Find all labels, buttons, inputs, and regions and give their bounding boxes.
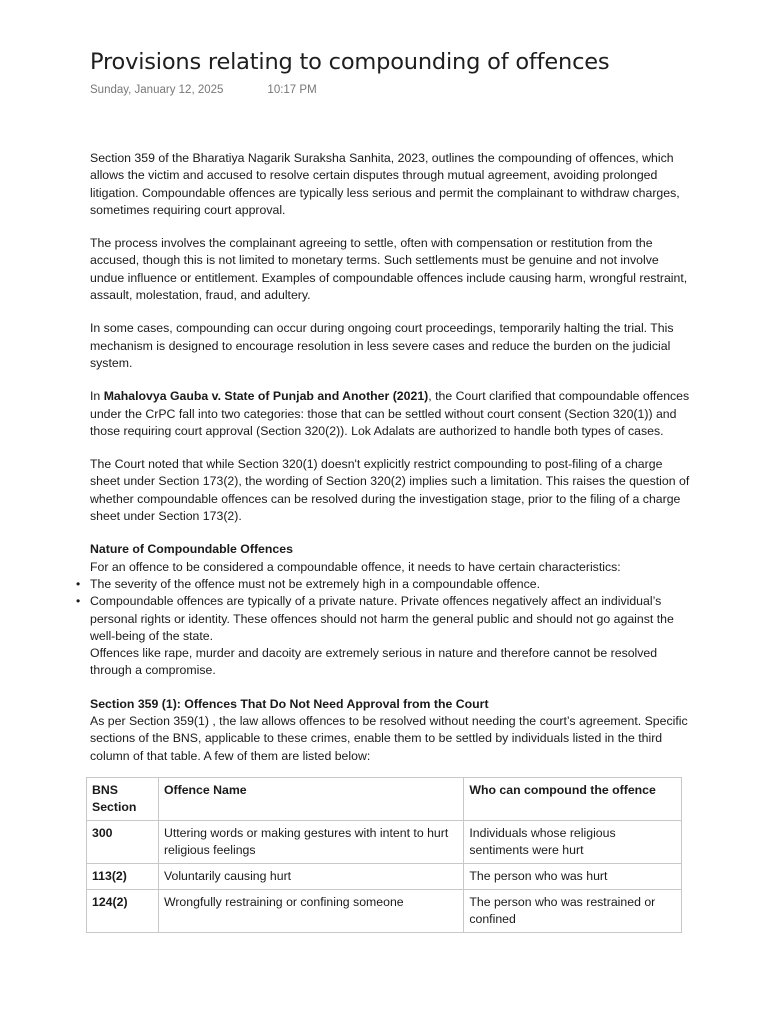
page-meta [90,82,690,98]
paragraph-court-noted: The Court noted that while Section 320(1) doesn't explicitly restrict compounding to post-filing of a charge sheet under Section 173(2), the wording of Section 320(2) implies such a limitation. This raises the question of whether compoundable offences can be resolved during the investigation stage, prior to the filing of a charge sheet under Section 173(2). [90,457,690,524]
list-item: • Compoundable offences are typically of a private nature. Private offences negatively affect an individual’s personal rights or identity. These offences should not harm the general public and should not go against the well-being of the state. [90,593,690,645]
page-title: Provisions relating to compounding of offences [90,49,610,75]
page-date: Sunday, January 12, 2025 [90,84,224,96]
table-header-row [87,777,682,820]
cell-who: Individuals whose religious sentiments were hurt [464,820,682,863]
section-359-text: As per Section 359(1) , the law allows offences to be resolved without needing the court’s agreement. Specific sections of the BNS, applicable to these crimes, enable them to be settled by individuals listed in the third column of that table. A few of them are listed below: [90,714,688,763]
table-row [87,863,682,889]
cell-offence: Wrongfully restraining or confining someone [158,889,463,932]
header-who-can-compound: Who can compound the offence [464,777,682,820]
list-item: • The severity of the offence must not be extremely high in a compoundable offence. [90,576,690,593]
header-bns-section: BNS Section [87,777,159,820]
nature-heading: Nature of Compoundable Offences [90,542,293,557]
page-body [90,150,690,933]
paragraph-intro: Section 359 of the Bharatiya Nagarik Suraksha Sanhita, 2023, outlines the compounding of offences, which allows the victim and accused to resolve certain disputes through mutual agreement, avoiding prolonged litigation. Compoundable offences are typically less serious and permit the complainant to withdraw charges, sometimes requiring court approval. [90,151,680,217]
nature-after: Offences like rape, murder and dacoity are extremely serious in nature and therefore cannot be resolved through a compromise. [90,646,658,678]
case-text: , the Court clarified that compoundable offences under the CrPC fall into two categories: those that can be settled without court consent (Section 320(1)) and those requiring court approval (Section 320(2)). Lok Adalats are authorized to handle both types of cases. [90,389,690,438]
paragraph-case-law [90,388,690,440]
paragraph-court-proceedings: In some cases, compounding can occur during ongoing court proceedings, temporarily halting the trial. This mechanism is designed to encourage resolution in less severe cases and reduce the burden on the judicial system. [90,321,674,370]
cell-offence: Uttering words or making gestures with intent to hurt religious feelings [158,820,463,863]
header-offence-name: Offence Name [158,777,463,820]
page-time: 10:17 PM [267,84,317,96]
bns-table [86,777,682,933]
case-prefix: In [90,389,104,404]
cell-who: The person who was hurt [464,863,682,889]
cell-who: The person who was restrained or confined [464,889,682,932]
cell-section: 300 [87,820,159,863]
cell-section: 124(2) [87,889,159,932]
document-page [90,46,690,933]
cell-offence: Voluntarily causing hurt [158,863,463,889]
cell-section: 113(2) [87,863,159,889]
nature-intro: For an offence to be considered a compoundable offence, it needs to have certain characteristics: [90,559,621,574]
table-row [87,820,682,863]
nature-list [90,576,690,645]
case-name: Mahalovya Gauba v. State of Punjab and Another (2021) [103,389,429,404]
table-row [87,889,682,932]
paragraph-process: The process involves the complainant agreeing to settle, often with compensation or restitution from the accused, though this is not limited to monetary terms. Such settlements must be genuine and not involve undue influence or entitlement. Examples of compoundable offences include causing harm, wrongful restraint, assault, molestation, fraud, and adultery. [90,236,688,303]
section-359-heading: Section 359 (1): Offences That Do Not Need Approval from the Court [90,696,489,711]
